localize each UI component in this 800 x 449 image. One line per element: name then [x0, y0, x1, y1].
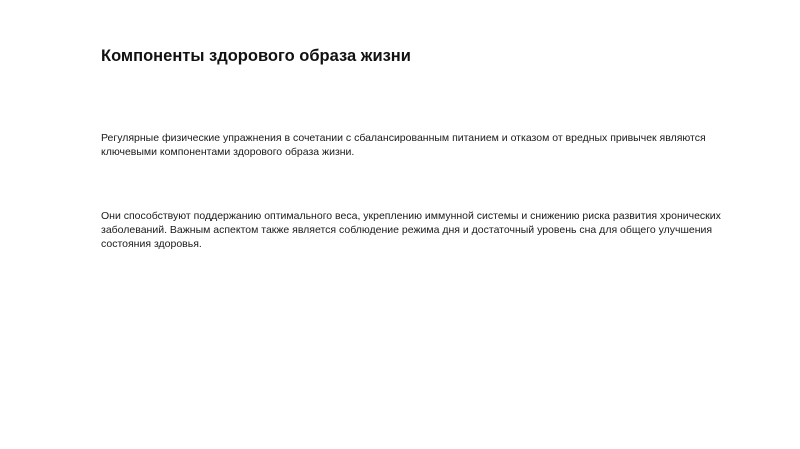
body-paragraph: Регулярные физические упражнения в сочетании с сбалансированным питанием и отказом от вредных привычек являются ключевыми компонентами здорового образа жизни. [101, 132, 706, 158]
slide-title: Компоненты здорового образа жизни [101, 47, 411, 65]
body-paragraph: Они способствуют поддержанию оптимального веса, укреплению иммунной системы и снижению риска развития хронических заболеваний. Важным аспектом также является соблюдение режима дня и достаточный уровень сна для общего улучшения состояния здоровья. [101, 210, 721, 250]
